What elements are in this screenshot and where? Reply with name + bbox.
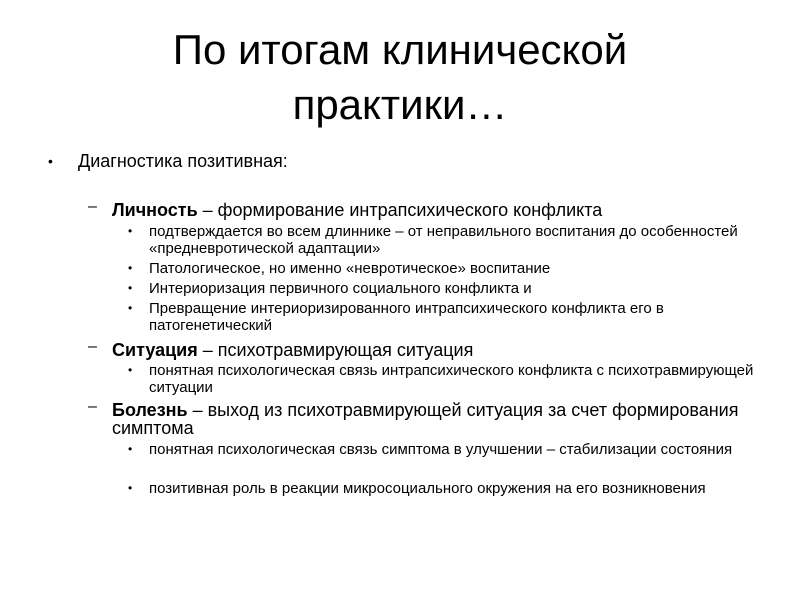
bullet-dot-icon: • bbox=[128, 481, 133, 495]
bullet-dot-icon: • bbox=[48, 153, 53, 169]
point-item bbox=[128, 223, 758, 257]
point-text: Интериоризация первичного социального конфликта и bbox=[149, 280, 532, 297]
section-term: Ситуация bbox=[112, 340, 198, 360]
point-item bbox=[128, 480, 758, 497]
section-illness bbox=[88, 398, 748, 438]
point-item bbox=[128, 362, 758, 396]
point-text: Патологическое, но именно «невротическое» воспитание bbox=[149, 260, 551, 277]
point-text: позитивная роль в реакции микросоциального окружения на его возникновения bbox=[149, 480, 706, 497]
point-text: понятная психологическая связь интрапсихического конфликта с психотравмирующей ситуации bbox=[149, 362, 754, 396]
point-text: Превращение интериоризированного интрапсихического конфликта его в патогенетический bbox=[149, 300, 664, 334]
section-description: – психотравмирующая ситуация bbox=[197, 340, 474, 360]
section-description: – выход из психотравмирующей ситуация за счет формирования симптома bbox=[112, 400, 739, 438]
section-situation-text bbox=[112, 341, 748, 359]
point-item bbox=[128, 441, 758, 458]
section-term: Болезнь bbox=[112, 400, 188, 420]
bullet-dot-icon: • bbox=[128, 363, 133, 377]
slide-title bbox=[0, 22, 800, 132]
point-text: подтверждается во всем длиннике – от неправильного воспитания до особенностей «предневротической адаптации» bbox=[149, 223, 738, 257]
slide-title-line-1: По итогам клинической bbox=[172, 26, 628, 73]
section-illness-text bbox=[112, 401, 748, 437]
bullet-dot-icon: • bbox=[128, 261, 133, 275]
bullet-dot-icon: • bbox=[128, 281, 133, 295]
level1-item-text: Диагностика позитивная: bbox=[78, 151, 288, 171]
section-personality bbox=[88, 198, 748, 220]
dash-bullet-icon: – bbox=[88, 198, 97, 215]
point-item bbox=[128, 260, 758, 277]
dash-bullet-icon: – bbox=[88, 398, 97, 415]
section-description: – формирование интрапсихического конфликта bbox=[197, 200, 603, 220]
bullet-dot-icon: • bbox=[128, 301, 133, 315]
point-text: понятная психологическая связь симптома в улучшении – стабилизации состояния bbox=[149, 441, 733, 458]
bullet-dot-icon: • bbox=[128, 224, 133, 238]
section-situation bbox=[88, 338, 748, 360]
bullet-dot-icon: • bbox=[128, 442, 133, 456]
point-item bbox=[128, 280, 758, 297]
slide-title-line-2: практики… bbox=[292, 81, 508, 128]
point-item bbox=[128, 300, 758, 334]
section-term: Личность bbox=[112, 200, 198, 220]
section-personality-text bbox=[112, 201, 748, 219]
dash-bullet-icon: – bbox=[88, 338, 97, 355]
